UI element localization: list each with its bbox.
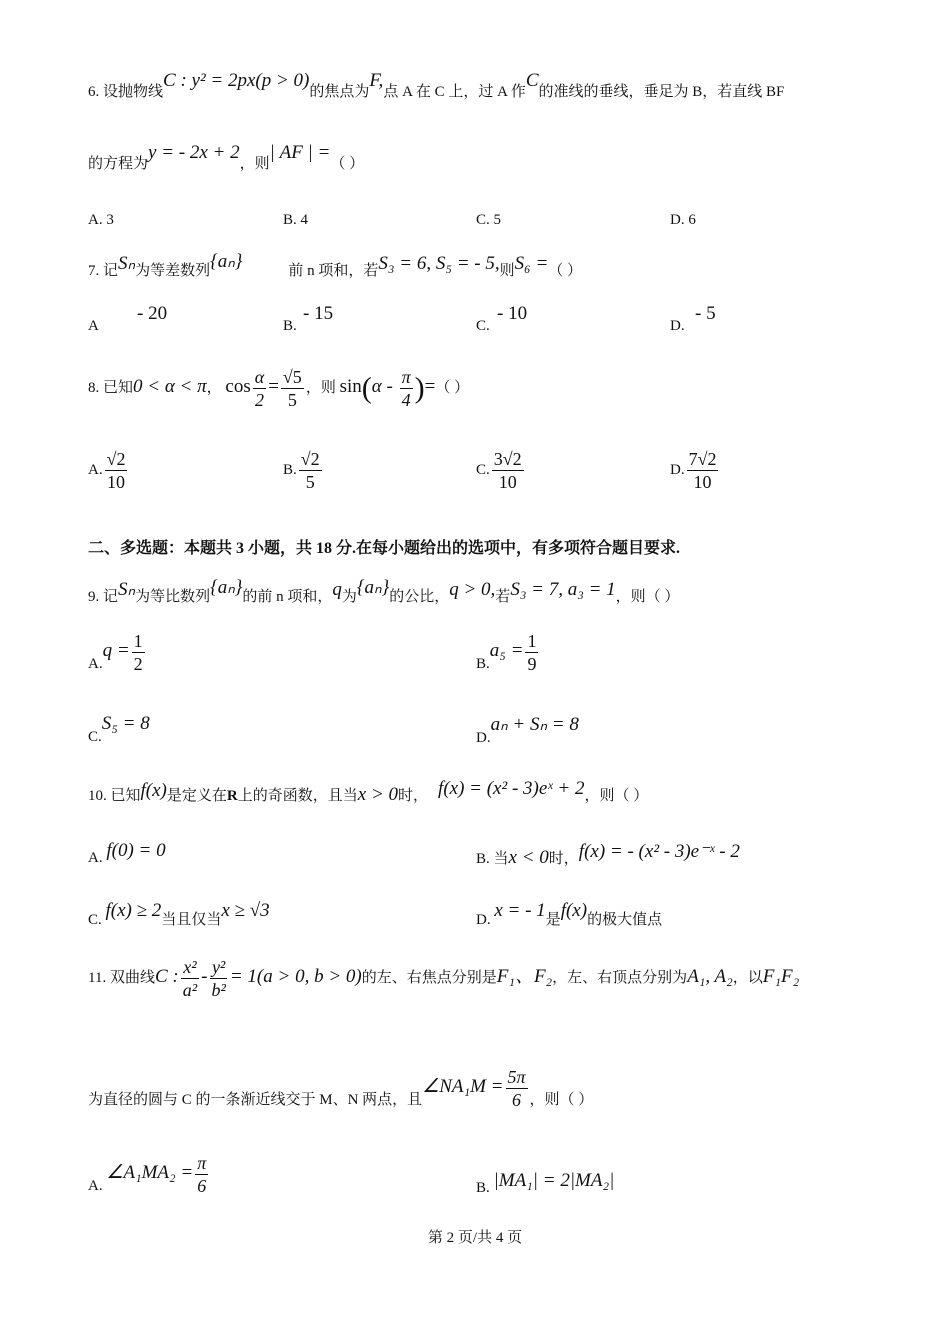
denominator: b² [211, 980, 226, 1000]
option-label: D. [476, 730, 491, 746]
option-label: D. [476, 912, 491, 928]
text: 的公比， [389, 589, 450, 605]
option-d [476, 900, 663, 928]
math-operator: = [424, 375, 436, 397]
math-expression: C : y² = 2px(p > 0) [163, 70, 310, 91]
math-expression: |MA₁| = 2|MA₂| [493, 1170, 615, 1191]
denominator: 10 [498, 472, 517, 492]
text: ，则 [305, 379, 336, 396]
fraction [687, 448, 719, 493]
option-label: B. 当 [476, 851, 509, 867]
question-9 [88, 577, 680, 607]
text: ，以 [732, 969, 763, 986]
numerator: 7√2 [688, 449, 717, 469]
option-b [476, 840, 740, 868]
text: ，左、右顶点分别为 [552, 969, 688, 986]
math-function: sin [339, 375, 362, 397]
question-6-line-2 [88, 142, 365, 174]
text: 上的奇函数，且当 [237, 788, 358, 804]
fraction [492, 448, 524, 493]
option-label: C. [88, 912, 102, 928]
option-d-value: - 5 [695, 303, 716, 324]
math-expression: x < 0 [508, 847, 549, 868]
text: 的前 n 项和， [242, 589, 333, 605]
math-expression: q > 0, [449, 579, 496, 600]
math-expression: f(x) [140, 780, 167, 801]
option-a: A. 3 [88, 212, 114, 228]
option-c [88, 900, 270, 928]
math-expression: {aₙ} [356, 577, 390, 598]
question-6-line-1 [88, 70, 785, 102]
fraction [132, 630, 145, 675]
math-expression: ∠NA₁M = [422, 1075, 504, 1097]
option-d-label: D. [670, 318, 685, 334]
numerator: √5 [282, 367, 302, 387]
text: 为直径的圆与 C 的一条渐近线交于 M、N 两点，且 [88, 1091, 423, 1108]
numerator: π [401, 367, 411, 387]
denominator: 10 [107, 472, 126, 492]
text: 时， [548, 851, 579, 867]
math-expression: = 1(a > 0, b > 0) [229, 965, 362, 987]
option-label: B. [476, 1180, 490, 1196]
fraction [195, 1152, 208, 1197]
numerator: y² [211, 957, 226, 977]
option-label: C. [88, 729, 102, 745]
text: 若 [495, 589, 511, 605]
numerator: 1 [133, 631, 143, 651]
text: 为等差数列 [135, 263, 211, 279]
numerator: α [254, 367, 265, 387]
option-label: D. [670, 461, 685, 478]
right-paren: ) [414, 371, 425, 405]
question-number: 10. 已知 [88, 788, 141, 804]
option-b [476, 1170, 615, 1196]
math-expression: S₆ = [514, 253, 549, 274]
math-expression: α - [371, 375, 398, 397]
text: 是定义在 [166, 788, 227, 804]
fraction [281, 366, 304, 411]
math-expression: a₅ = [489, 639, 524, 661]
math-expression: C : [154, 965, 179, 987]
question-number: 11. 双曲线 [88, 969, 155, 986]
left-paren: ( [361, 371, 372, 405]
denominator: 4 [401, 390, 411, 410]
numerator: √2 [300, 449, 320, 469]
option-a-label: A [88, 318, 99, 334]
option-c-label: C. [476, 318, 490, 334]
option-label: A. [88, 461, 103, 478]
text: 的左、右焦点分别是 [361, 969, 497, 986]
denominator: 6 [197, 1176, 207, 1196]
text: ，则（ ） [615, 589, 680, 605]
text: 则 [499, 263, 515, 279]
option-d [476, 713, 579, 746]
text: 的方程为 [88, 156, 149, 172]
math-expression: | AF | = [269, 142, 331, 163]
fraction [253, 366, 266, 411]
option-d [670, 448, 720, 493]
text: ，则 [239, 156, 270, 172]
answer-blank: （ ） [548, 263, 583, 279]
text: 的准线的垂线，垂足为 B，若直线 BF [538, 84, 785, 100]
option-c: C. 5 [476, 212, 502, 228]
math-expression: Sₙ [118, 579, 136, 600]
text: 为 [341, 589, 357, 605]
option-label: B. [283, 461, 297, 478]
numerator: 3√2 [493, 449, 522, 469]
option-a [88, 840, 166, 866]
math-expression: q [332, 579, 342, 600]
math-expression: {aₙ} [210, 251, 243, 272]
math-expression: x ≥ √3 [221, 900, 270, 921]
option-label: B. [476, 655, 490, 672]
numerator: 1 [527, 631, 537, 651]
math-expression: x = - 1 [494, 900, 546, 921]
math-expression: f(x) = - (x² - 3)e⁻ˣ - 2 [578, 841, 740, 862]
text: 的极大值点 [587, 912, 663, 928]
denominator: 5 [305, 472, 315, 492]
text: ， [206, 379, 222, 396]
numerator: x² [183, 957, 197, 977]
option-label: A. [88, 1177, 103, 1194]
option-b [283, 448, 324, 493]
text: 前 n 项和，若 [288, 263, 379, 279]
math-expression: aₙ + Sₙ = 8 [490, 714, 579, 735]
math-expression: {aₙ} [210, 577, 243, 598]
fraction [105, 448, 128, 493]
math-expression: F, [369, 70, 384, 91]
answer-blank: （ ） [435, 379, 470, 396]
fraction [506, 1066, 528, 1111]
option-b: B. 4 [283, 212, 309, 228]
option-b-value: - 15 [303, 303, 334, 324]
math-expression: F₁、F₂ [496, 965, 553, 987]
option-a [88, 448, 129, 493]
option-b [476, 630, 540, 675]
math-function: cos [225, 375, 251, 397]
math-expression: Sₙ [118, 253, 136, 274]
numerator: π [197, 1153, 207, 1173]
fraction [181, 956, 199, 1001]
text: 的焦点为 [309, 84, 370, 100]
question-7 [88, 251, 583, 281]
option-a [88, 630, 147, 675]
fraction [525, 630, 538, 675]
option-c-value: - 10 [497, 303, 528, 324]
math-expression: A₁, A₂ [687, 965, 733, 987]
fraction [299, 448, 322, 493]
question-number: 8. 已知 [88, 379, 134, 396]
text: 是 [545, 912, 561, 928]
option-b-label: B. [283, 318, 297, 334]
math-expression: q = [102, 639, 130, 661]
denominator: 6 [512, 1090, 522, 1110]
real-numbers-symbol: R [226, 788, 238, 804]
math-expression: f(x) [560, 900, 588, 921]
question-8 [88, 366, 469, 411]
option-c [476, 448, 526, 493]
fraction [400, 366, 413, 411]
numerator: √2 [106, 449, 126, 469]
question-11-line-1 [88, 956, 799, 1001]
option-label: A. [88, 655, 103, 672]
section-heading: 二、多选题：本题共 3 小题，共 18 分.在每小题给出的选项中，有多项符合题目要求. [88, 540, 681, 557]
math-expression: C [525, 70, 539, 91]
text: 时， [398, 788, 429, 804]
denominator: 9 [527, 654, 537, 674]
denominator: 2 [254, 390, 264, 410]
option-label: A. [88, 850, 103, 866]
math-expression: f(0) = 0 [106, 840, 166, 861]
question-11-line-2 [88, 1066, 593, 1111]
math-expression: f(x) = (x² - 3)eˣ + 2 [438, 778, 585, 799]
option-a [88, 1152, 210, 1197]
option-d: D. 6 [670, 212, 696, 228]
fraction [209, 956, 227, 1001]
option-a-value: - 20 [137, 303, 168, 324]
math-expression: S₃ = 7, a₃ = 1 [510, 579, 616, 600]
math-expression: ∠A₁MA₂ = [106, 1161, 194, 1183]
option-label: C. [476, 461, 490, 478]
denominator: a² [182, 980, 198, 1000]
math-expression: S₃ = 6, S₅ = - 5, [378, 253, 500, 274]
denominator: 5 [287, 390, 297, 410]
text: ，则（ ） [529, 1091, 594, 1108]
text: 当且仅当 [161, 912, 222, 928]
math-expression: y = - 2x + 2 [148, 142, 240, 163]
option-c [88, 713, 150, 745]
math-expression: f(x) ≥ 2 [105, 900, 162, 921]
denominator: 10 [693, 472, 712, 492]
question-number: 6. 设抛物线 [88, 84, 164, 100]
math-expression: S₅ = 8 [101, 713, 150, 734]
math-expression: 0 < α < π [133, 375, 207, 397]
math-expression: F₁F₂ [762, 965, 800, 987]
question-10 [88, 778, 649, 806]
math-expression: x > 0 [357, 784, 399, 805]
text: 点 A 在 C 上，过 A 作 [383, 84, 526, 100]
text: 为等比数列 [135, 589, 211, 605]
denominator: 2 [133, 654, 143, 674]
question-number: 7. 记 [88, 263, 119, 279]
page-footer: 第 2 页/共 4 页 [427, 1230, 523, 1246]
question-number: 9. 记 [88, 589, 119, 605]
math-operator: = [268, 375, 279, 397]
numerator: 5π [507, 1067, 526, 1087]
answer-blank: （ ） [330, 156, 365, 172]
text: ，则（ ） [584, 788, 649, 804]
math-operator: - [201, 965, 208, 987]
